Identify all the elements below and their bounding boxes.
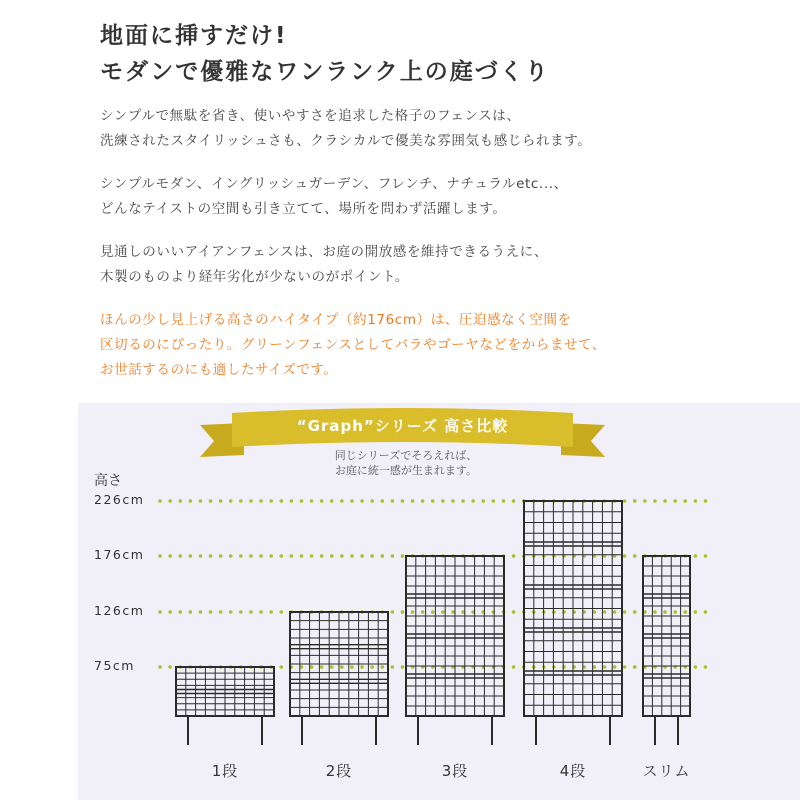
category-label-4: 4段 — [559, 762, 587, 780]
fence-bar-2段 — [290, 612, 388, 745]
tick-label-176: 176cm — [94, 547, 145, 562]
tick-label-75: 75cm — [94, 658, 135, 673]
category-label-slim: スリム — [642, 762, 691, 780]
highlight-line-2: 区切るのにぴったり。グリーンフェンスとしてバラやゴーヤなどをからませて、 — [100, 337, 606, 353]
paragraph-3-line-2: 木製のものより経年劣化が少ないのがポイント。 — [100, 269, 409, 285]
series-note-line-1: 同じシリーズでそろえれば、 — [334, 449, 478, 462]
axis-title: 高さ — [94, 473, 122, 489]
ribbon-title: “Graph”シリーズ 高さ比較 — [296, 417, 509, 435]
highlight-line-1: ほんの少し見上げる高さのハイタイプ（約176cm）は、圧迫感なく空間を — [100, 312, 572, 328]
paragraph-1-line-2: 洗練されたスタイリッシュさも、クラシカルで優美な雰囲気も感じられます。 — [100, 133, 592, 149]
headline-line-1: 地面に挿すだけ! — [100, 23, 288, 49]
category-label-2: 2段 — [325, 762, 353, 780]
tick-label-126: 126cm — [94, 603, 145, 618]
series-note-line-2: お庭に統一感が生まれます。 — [334, 464, 478, 477]
headline-line-2: モダンで優雅なワンランク上の庭づくり — [100, 59, 550, 85]
fence-bar-1段 — [176, 667, 274, 745]
paragraph-2-line-2: どんなテイストの空間も引き立てて、場所を問わず活躍します。 — [100, 201, 507, 217]
tick-label-226: 226cm — [94, 492, 145, 507]
paragraph-2-line-1: シンプルモダン、イングリッシュガーデン、フレンチ、ナチュラルetc...、 — [100, 176, 568, 192]
highlight-line-3: お世話するのにも適したサイズです。 — [100, 362, 338, 378]
fence-frame — [643, 556, 690, 716]
category-label-3: 3段 — [441, 762, 469, 780]
paragraph-3-line-1: 見通しのいいアイアンフェンスは、お庭の開放感を維持できるうえに、 — [100, 244, 548, 260]
fence-bar-スリム — [643, 556, 690, 745]
fence-bar-4段 — [524, 501, 622, 745]
paragraph-1-line-1: シンプルで無駄を省き、使いやすさを追求した格子のフェンスは、 — [100, 108, 521, 124]
fence-bar-3段 — [406, 556, 504, 745]
category-label-1: 1段 — [211, 762, 239, 780]
